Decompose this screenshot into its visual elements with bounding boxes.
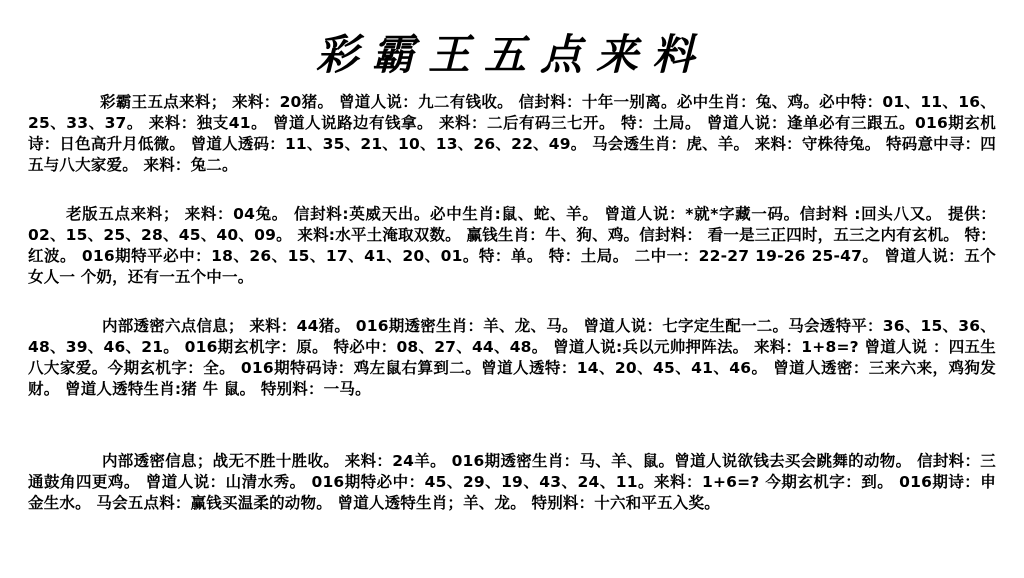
section-paragraph-3: 内部透密六点信息； 来料：44猪。 016期透密生肖：羊、龙、马。 曾道人说：七字定生配一二。马会透特平：36、15、36、48、39、46、21。 016期玄机字：原。 特必中：08、27、44、48。 曾道人说:兵以元帅押阵法。 来料：1+8=? 曾道人说 ：四五生八大家爱。今期玄机字：全。 016期特码诗：鸡左鼠右算到二。曾道人透特：14、20、45、41、46。 曾道人透密：三来六来，鸡狗发财。 曾道人透特生肖:猪 牛 鼠。 特别料：一马。 bbox=[28, 317, 996, 398]
page-title: 彩霸王五点来料 bbox=[315, 30, 708, 79]
section-paragraph-2: 老版五点来料； 来料：04兔。 信封料:英威天出。必中生肖:鼠、蛇、羊。 曾道人说：*就*字藏一码。信封料 :回头八又。 提供：02、15、25、28、45、40、09。 来料:水平土淹取双数。 赢钱生肖：牛、狗、鸡。信封料： 看一是三正四时，五三之内有玄机。 特：红波。 016期特平必中：18、26、15、17、41、20、01。特：单。 特：土局。 二中一：22-27 19-26 25-47。 曾道人说：五个女人一 个奶，还有一五个中一。 bbox=[28, 205, 996, 286]
section-paragraph-1: 彩霸王五点来料； 来料：20猪。 曾道人说：九二有钱收。 信封料：十年一别离。必中生肖：兔、鸡。必中特：01、11、16、25、33、37。 来料：独支41。 曾道人说路边有钱拿。 来料：二后有码三七开。 特：土局。 曾道人说：逢单必有三跟五。016期玄机诗：日色高升月低微。 曾道人透码：11、35、21、10、13、26、22、49。 马会透生肖：虎、羊。 来料：守株待兔。 特码意中寻：四五与八大家爱。 来料：兔二。 bbox=[28, 93, 996, 174]
section-paragraph-4: 内部透密信息；战无不胜十胜收。 来料：24羊。 016期透密生肖：马、羊、鼠。曾道人说欲钱去买会跳舞的动物。 信封料：三通鼓角四更鸡。 曾道人说：山清水秀。 016期特必中：45、29、19、43、24、11。来料：1+6=? 今期玄机字：到。 016期诗：申金生水。 马会五点料：赢钱买温柔的动物。 曾道人透特生肖；羊、龙。 特别料：十六和平五入奖。 bbox=[28, 452, 996, 512]
